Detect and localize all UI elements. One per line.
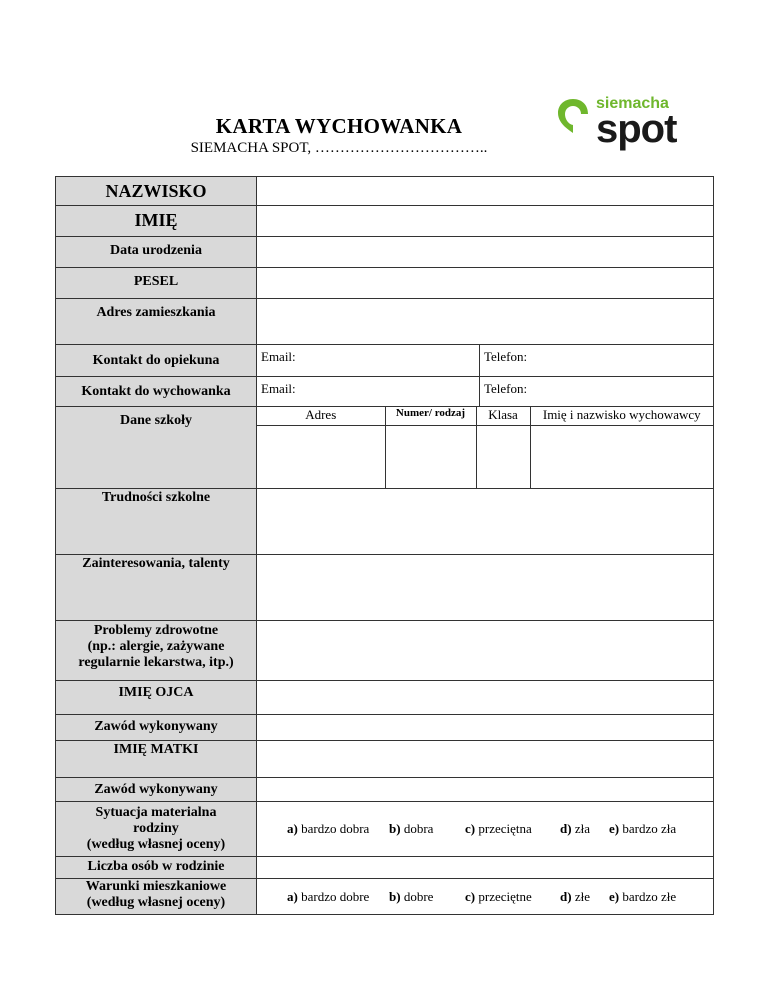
option-d[interactable]: d) zła (560, 821, 590, 836)
field-trudnosci[interactable] (257, 489, 714, 555)
label-zawod-matki: Zawód wykonywany (56, 778, 257, 802)
label-data-urodzenia: Data urodzenia (56, 237, 257, 268)
form-subtitle: SIEMACHA SPOT, …………………………….. (190, 140, 488, 156)
option-e[interactable]: e) bardzo złe (609, 888, 677, 904)
field-pesel[interactable] (257, 268, 714, 299)
field-liczba-osob[interactable] (257, 857, 714, 879)
label-imie-ojca: IMIĘ OJCA (56, 681, 257, 715)
label-warunki: Warunki mieszkaniowe (według własnej oceny) (56, 879, 257, 915)
option-d[interactable]: d) złe (560, 888, 590, 904)
option-c[interactable]: c) przeciętne (465, 888, 532, 904)
school-details (257, 407, 714, 489)
field-problemy[interactable] (257, 621, 714, 681)
label-imie: IMIĘ (56, 206, 257, 237)
field-zawod-ojca[interactable] (257, 715, 714, 741)
field-data-urodzenia[interactable] (257, 237, 714, 268)
field-adres[interactable] (257, 299, 714, 345)
option-a[interactable]: a) bardzo dobra (287, 821, 370, 836)
option-b[interactable]: b) dobra (389, 821, 434, 836)
field-imie-ojca[interactable] (257, 681, 714, 715)
label-kontakt-wychowanek: Kontakt do wychowanka (56, 377, 257, 407)
field-school-wychowawca[interactable] (530, 426, 713, 488)
field-imie[interactable] (257, 206, 714, 237)
label-nazwisko: NAZWISKO (56, 177, 257, 206)
label-adres: Adres zamieszkania (56, 299, 257, 345)
label-imie-matki: IMIĘ MATKI (56, 741, 257, 778)
option-c[interactable]: c) przeciętna (465, 821, 532, 836)
pin-icon (556, 97, 590, 137)
field-imie-matki[interactable] (257, 741, 714, 778)
option-e[interactable]: e) bardzo zła (609, 821, 677, 836)
field-nazwisko[interactable] (257, 177, 714, 206)
email-label: Email: (261, 381, 296, 396)
telefon-label: Telefon: (479, 345, 527, 376)
warunki-options (257, 879, 714, 915)
field-kontakt-opiekun[interactable] (257, 345, 714, 377)
field-kontakt-wychowanek[interactable] (257, 377, 714, 407)
label-problemy: Problemy zdrowotne (np.: alergie, zażywane regularnie lekarstwa, itp.) (56, 621, 257, 681)
option-a[interactable]: a) bardzo dobre (287, 888, 370, 904)
logo-text-small: siemacha (596, 95, 669, 112)
label-trudnosci: Trudności szkolne (56, 489, 257, 555)
telefon-label: Telefon: (479, 377, 527, 406)
option-b[interactable]: b) dobre (389, 888, 434, 904)
field-school-klasa[interactable] (476, 426, 530, 488)
field-school-adres[interactable] (257, 426, 385, 488)
label-zainteresowania: Zainteresowania, talenty (56, 555, 257, 621)
registration-form-table (55, 176, 714, 915)
field-zawod-matki[interactable] (257, 778, 714, 802)
school-col-adres: Adres (257, 407, 385, 426)
label-dane-szkoly: Dane szkoły (56, 407, 257, 489)
label-zawod-ojca: Zawód wykonywany (56, 715, 257, 741)
label-liczba-osob: Liczba osób w rodzinie (56, 857, 257, 879)
school-col-numer: Numer/ rodzaj (385, 407, 476, 426)
school-col-wychowawca: Imię i nazwisko wychowawcy (530, 407, 713, 426)
logo-text-big: spot (596, 107, 677, 151)
email-label: Email: (261, 349, 296, 364)
field-zainteresowania[interactable] (257, 555, 714, 621)
label-kontakt-opiekun: Kontakt do opiekuna (56, 345, 257, 377)
label-sytuacja: Sytuacja materialna rodziny (według własnej oceny) (56, 802, 257, 857)
label-pesel: PESEL (56, 268, 257, 299)
sytuacja-options (257, 802, 714, 857)
siemacha-spot-logo (556, 93, 696, 157)
school-col-klasa: Klasa (476, 407, 530, 426)
field-school-numer[interactable] (385, 426, 476, 488)
form-title: KARTA WYCHOWANKA (215, 114, 463, 138)
